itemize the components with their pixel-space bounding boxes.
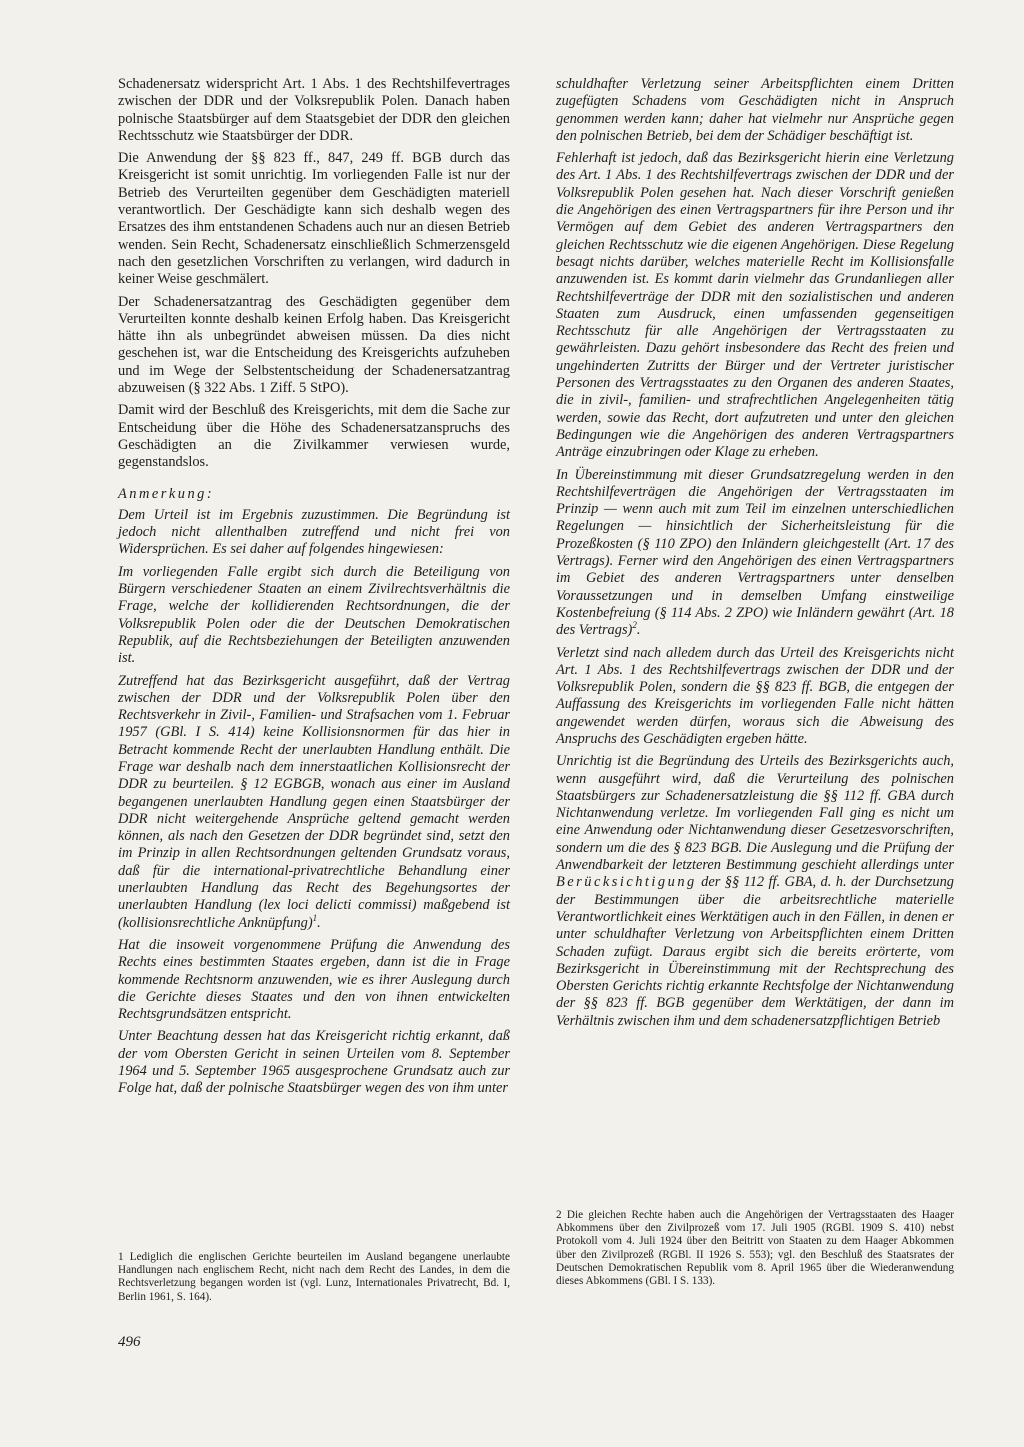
paragraph-end: . [317,914,321,931]
paragraph: Hat die insoweit vorgenommene Prüfung die Anwendung des Rechts eines bestimmten Staates ergeben, dann ist die in Frage kommende Rechtsnorm anzuwenden, wie es ihrer Auslegung durch die Gerichte dieses Staates und den von ihnen entwickelten Rechtsgrundsätzen entspricht. [118,936,510,1023]
section-heading: Anmerkung: [118,485,215,502]
footnote-1: 1 Lediglich die englischen Gerichte beurteilen im Ausland begangene unerlaubte Handlungen nach englischem Recht, nicht nach dem Recht des Landes, in dem die Rechtsverletzung begangen worden ist (vgl. Lunz, Internationales Privatrecht, Bd. I, Berlin 1961, S. 164). [118,1251,510,1303]
footnote-2: 2 Die gleichen Rechte haben auch die Angehörigen der Vertragsstaaten des Haager Abkommens über den Zivilprozeß vom 17. Juli 1905 (RGBl. 1909 S. 410) nebst Protokoll vom 4. Juli 1924 über den Beitritt von Staaten zu dem Haager Abkommen über den Zivilprozeß (RGBl. II 1926 S. 553); vgl. den Beschluß des Staatsrates der Deutschen Demokratischen Republik vom 8. April 1965 über die Wiederanwendung dieses Abkommens (GBl. I S. 133). [556,1209,954,1288]
left-column [118,76,510,1103]
footnote-ref-1: 1 [312,912,318,923]
paragraph: Schadenersatz widerspricht Art. 1 Abs. 1 des Rechtshilfevertrages zwischen der DDR und der Volksrepublik Polen. Danach haben polnische Staatsbürger auf dem Staatsgebiet der DDR den gleichen Rechtsschutz wie Staatsbürger der DDR. [118,76,510,144]
footnote-area-right [556,1209,954,1288]
paragraph [556,753,954,1030]
paragraph-text: Unrichtig ist die Begründung des Urteils des Bezirksgerichts auch, wenn ausgeführt wird, daß die Verurteilung des polnischen Staatsbürgers zur Schadenersatzleistung die §§ 112 ff. GBA durch Nichtanwendung verletze. Im vorliegenden Fall ging es nicht um eine Anwendung oder Nichtanwendung dieser Gesetzesvorschriften, sondern um die des § 823 BGB. Die Auslegung und die Prüfung der Anwendbarkeit der letzteren Bestimmung geschieht allerdings unter [556,753,954,874]
paragraph: Die Anwendung der §§ 823 ff., 847, 249 ff. BGB durch das Kreisgericht ist somit unrichtig. Im vorliegenden Falle ist nur der Betrieb des Verurteilten gegenüber dem Geschädigten materiell verantwortlich. Der Geschädigte kann sich deshalb wegen des Ersatzes des ihm entstandenen Schadens auch nur an diesen Betrieb wenden. Sein Recht, Schadenersatz einschließlich Schmerzensgeld nach den gesetzlichen Vorschriften zu verlangen, wird dadurch in keiner Weise geschmälert. [118,150,510,288]
paragraph: Damit wird der Beschluß des Kreisgerichts, mit dem die Sache zur Entscheidung über die Höhe des Schadenersatzanspruchs des Geschädigten an die Zivilkammer verwiesen wurde, gegenstandslos. [118,402,510,471]
footnote-area-left [118,1251,510,1304]
paragraph: Dem Urteil ist im Ergebnis zuzustimmen. Die Begründung ist jedoch nicht allenthalben zutreffend und nicht frei von Widersprüchen. Es sei daher auf folgendes hingewiesen: [118,506,510,558]
paragraph [556,467,954,640]
paragraph: Der Schadenersatzantrag des Geschädigten gegenüber dem Verurteilten konnte deshalb keinen Erfolg haben. Das Kreisgericht hätte ihn als unbegründet abweisen müssen. Da dies nicht geschehen ist, war die Entscheidung des Kreisgerichts aufzuheben und im Wege der Selbstentscheidung der Schadenersatzantrag abzuweisen (§ 322 Abs. 1 Ziff. 5 StPO). [118,293,510,397]
paragraph: Unter Beachtung dessen hat das Kreisgericht richtig erkannt, daß der vom Obersten Gericht in seinen Urteilen vom 8. September 1964 und 5. September 1965 ausgesprochene Grundsatz auch zur Folge hat, daß der polnische Staatsbürger wegen des von ihm unter [118,1028,510,1097]
paragraph-text: der §§ 112 ff. GBA, d. h. der Durchsetzung der Bestimmungen über die arbeitsrechtliche materielle Verantwortlichkeit eines Werktätigen auch in den Fällen, in denen er unter schuldhafter Verletzung von Arbeitspflichten einem Dritten Schaden zufügt. Daraus ergibt sich die bereits erörterte, vom Bezirksgericht in Übereinstimmung mit der Rechtsprechung des Obersten Gerichts richtig erkannte Rechtsfolge der Nichtanwendung der §§ 823 ff. BGB gegenüber dem Werktätigen, der dann im Verhältnis zwischen ihm und dem schadenersatzpflichtigen Betrieb [556,874,954,1029]
paragraph: schuldhafter Verletzung seiner Arbeitspflichten einem Dritten zugefügten Schadens vom Geschädigten nicht in Anspruch genommen werden kann; daher hat vielmehr nur Ansprüche gegen den polnischen Betrieb, bei dem der Schädiger beschäftigt ist. [556,76,954,144]
paragraph-end: . [636,622,641,639]
paragraph-text: In Übereinstimmung mit dieser Grundsatzregelung werden in den Rechtshilfeverträgen die Angehörigen der Vertragsstaaten im Prinzip — wenn auch mit zum Teil im einzelnen unterschiedlichen Regelungen — hinsichtlich der Sicherheitsleistung für die Prozeßkosten (§ 110 ZPO) den Inländern gleichgestellt (Art. 17 des Vertrags). Ferner wird den Angehörigen des einen Vertragspartners im Gebiet des anderen Vertragspartners unter denselben Voraussetzungen und in demselben Umfang einstweilige Kostenbefreiung (§ 114 Abs. 2 ZPO) wie Inländern gewährt (Art. 18 des Vertrags) [556,466,954,639]
paragraph: Fehlerhaft ist jedoch, daß das Bezirksgericht hierin eine Verletzung des Art. 1 Abs. 1 des Rechtshilfevertrags zwischen der DDR und der Volksrepublik Polen gesehen hat. Nach dieser Vorschrift genießen die Angehörigen des einen Vertragspartners für ihre Person und ihr Vermögen auf dem Gebiet des anderen Vertragspartners den gleichen Rechtsschutz wie die eigenen Angehörigen. Diese Regelung besagt nichts darüber, welches materielle Recht im Kollisionsfalle anzuwenden ist. Es kommt darin vielmehr das Grundanliegen aller Rechtshilfeverträge der DDR mit den sozialistischen und anderen Staaten zum Ausdruck, einen umfassenden gegenseitigen Rechtsschutz für alle Angehörigen der Vertragsstaaten zu gewährleisten. Dazu gehört insbesondere das Recht des freien und ungehinderten Zutritts der Bürger und der Vertreter juristischer Personen des Vertragsstaates zu den Organen des anderen Staates, die in zivil-, familien- und strafrechtlichen Angelegenheiten tätig werden, sowie das Recht, dort aufzutreten und unter den gleichen Bedingungen wie die Angehörigen des anderen Vertragspartners Anträge einzubringen oder Klage zu erheben. [556,150,954,461]
right-column [556,76,954,1035]
paragraph: Verletzt sind nach alledem durch das Urteil des Kreisgerichts nicht Art. 1 Abs. 1 des Rechtshilfevertrags zwischen der DDR und der Volksrepublik Polen, sondern die §§ 823 ff. BGB, die entgegen der Auffassung des Kreisgerichts im vorliegenden Falle nicht hätten angewendet werden dürfen, woraus sich die Abweisung des Anspruchs des Geschädigten ergeben hätte. [556,644,954,747]
paragraph [118,673,510,932]
footnote-ref-2: 2 [632,620,637,631]
paragraph: Im vorliegenden Falle ergibt sich durch die Beteiligung von Bürgern verschiedener Staaten an einem Zivilrechtsverhältnis die Frage, welche der kollidierenden Rechtsordnungen, die der Volksrepublik Polen oder die der Deutschen Demokratischen Republik, auf die Rechtsbeziehungen der Beteiligten anzuwenden ist. [118,563,510,667]
paragraph-text: Zutreffend hat das Bezirksgericht ausgeführt, daß der Vertrag zwischen der DDR und der Volksrepublik Polen über den Rechtsverkehr in Zivil-, Familien- und Strafsachen vom 1. Februar 1957 (GBl. I S. 414) keine Kollisionsnormen für das hier in Betracht kommende Recht der unerlaubten Handlung enthält. Die Frage war deshalb nach dem innerstaatlichen Kollisionsrecht der DDR zu beurteilen. § 12 EGBGB, wonach aus einer im Ausland begangenen unerlaubten Handlung gegen einen Staatsbürger der DDR nicht weitergehende Ansprüche geltend gemacht werden können, als nach den Gesetzen der DDR begründet sind, setzt den im Prinzip in allen Rechtsordnungen geltenden Grundsatz voraus, daß für die international-privatrechtliche Behandlung einer unerlaubten Handlung das Recht des Begehungsortes der unerlaubten Handlung (lex loci delicti commissi) maßgebend ist (kollisionsrechtliche Anknüpfung) [118,672,510,931]
page-number: 496 [118,1334,141,1350]
spaced-emphasis: Berücksichtigung [556,874,697,891]
